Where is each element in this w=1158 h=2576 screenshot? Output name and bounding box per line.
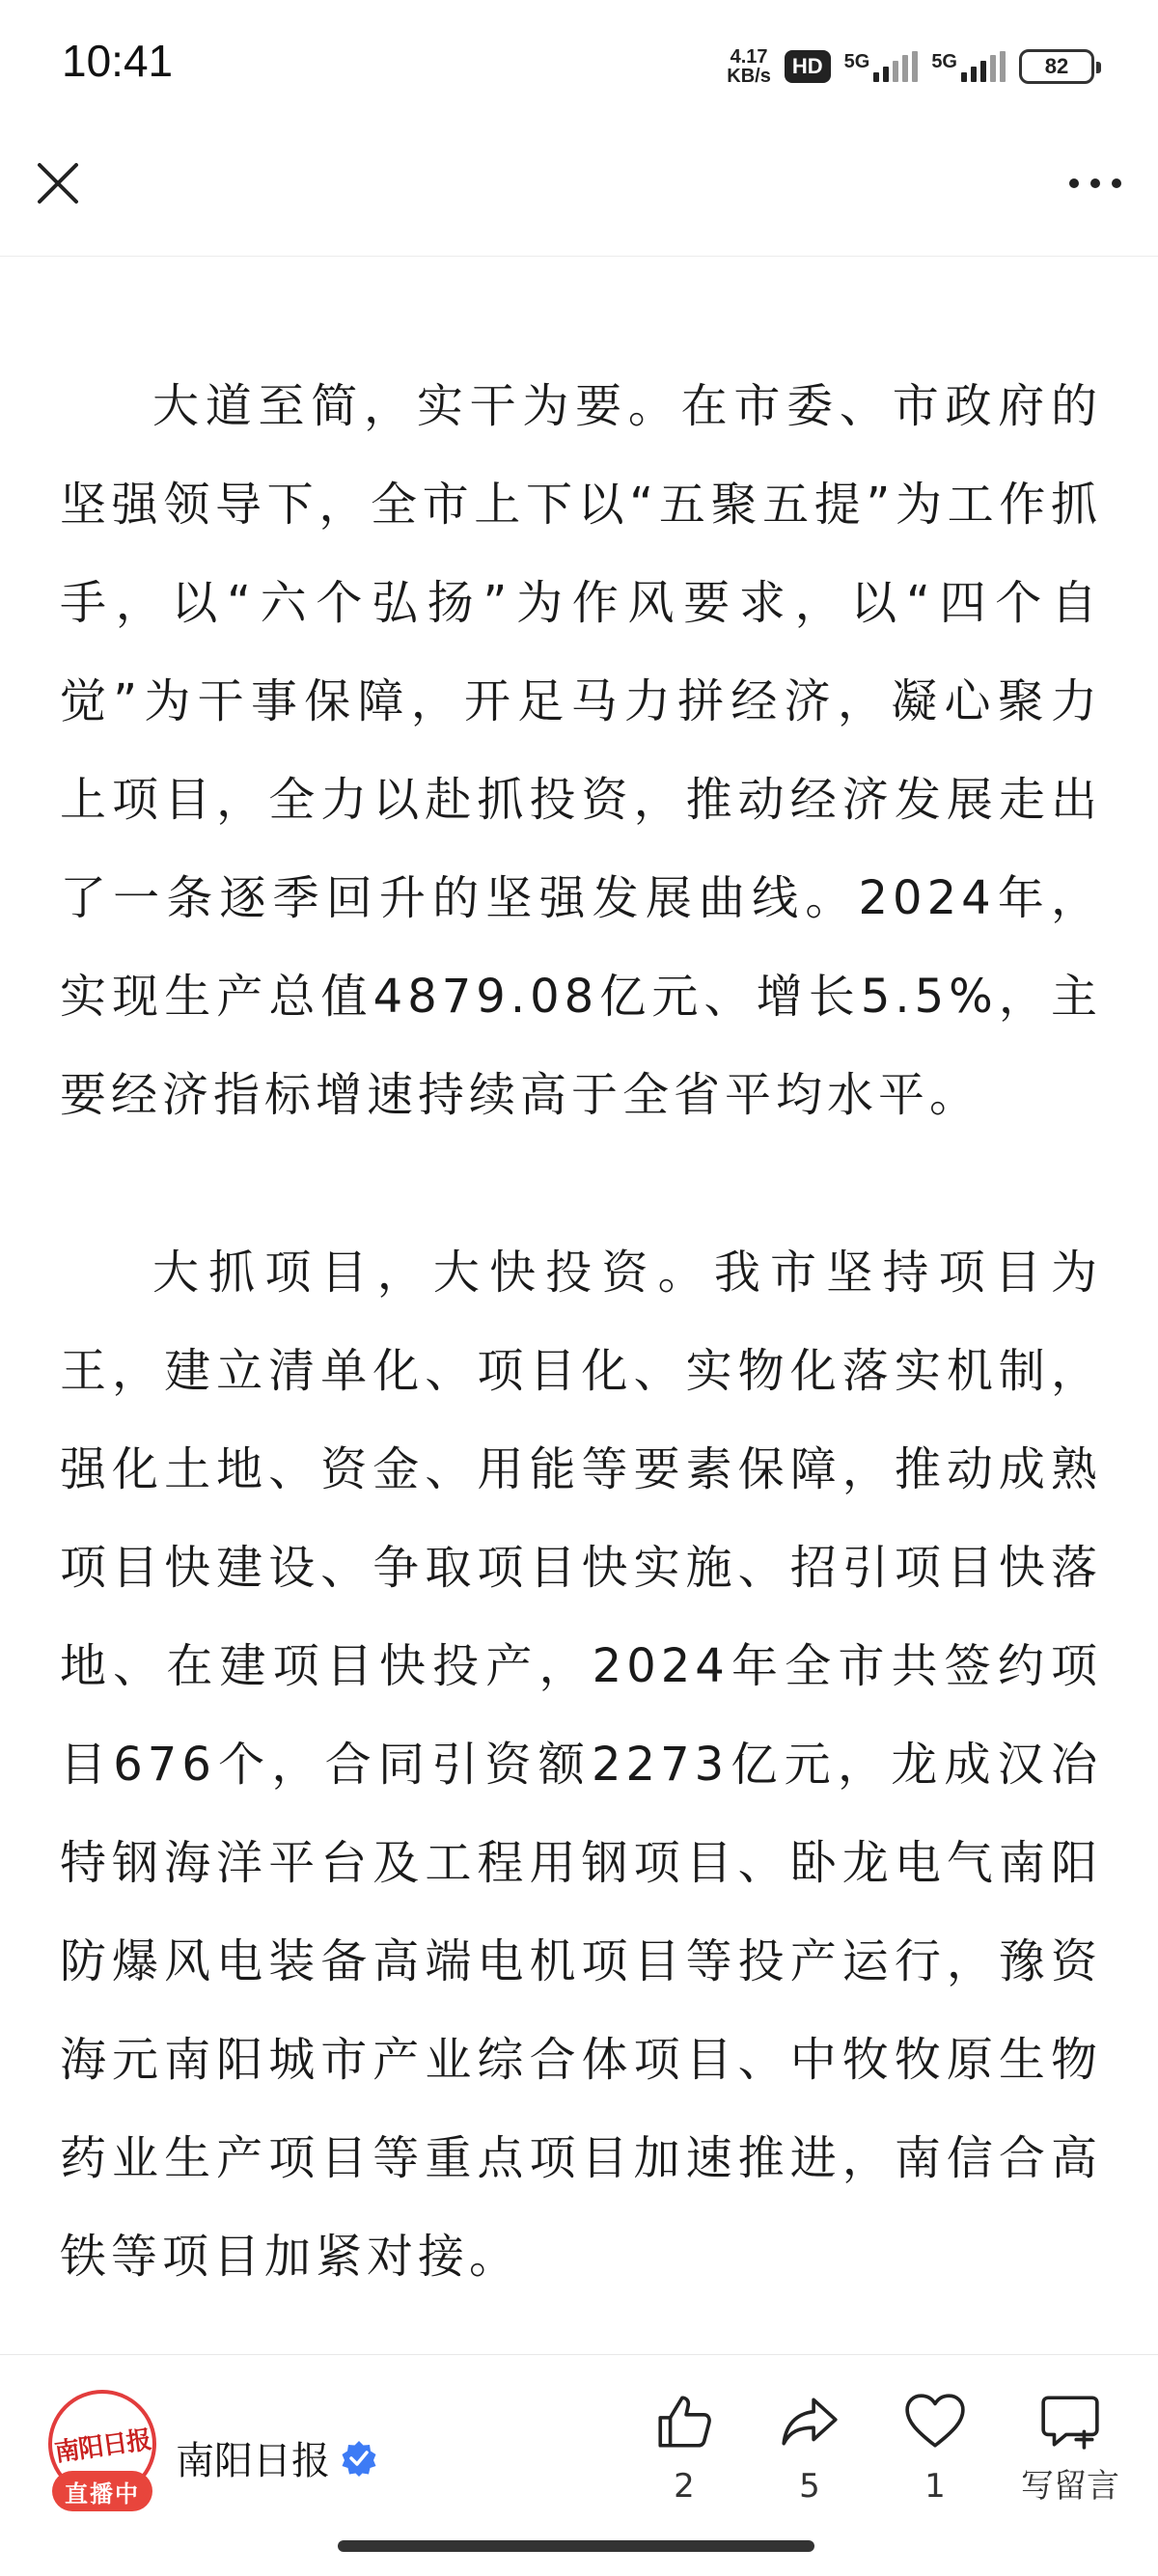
publisher-name: 南阳日报 [176,2439,330,2483]
network-speed-value: 4.17 [730,46,768,68]
signal-sim1-icon [844,51,919,82]
sim2-label: 5G [931,51,957,72]
publisher-info[interactable] [176,2430,378,2485]
newspaper-logo: 南阳日报 [52,2425,152,2468]
article-body [60,357,1102,2306]
comment-label: 写留言 [1021,2467,1119,2506]
home-indicator[interactable] [338,2540,814,2552]
share-icon [778,2390,841,2453]
article-paragraph-2: 大抓项目，大快投资。我市坚持项目为王，建立清单化、项目化、实物化落实机制，强化土地、资金、用能等要素保障，推动成熟项目快建设、争取项目快实施、招引项目快落地、在建项目快投产，2024年全市共签约项目676个，合同引资额2273亿元，龙成汉冶特钢海洋平台及工程用钢项目、卧龙电气南阳防爆风电装备高端电机项目等投产运行，豫资海元南阳城市产业综合体项目、中牧牧原生物药业生产项目等重点项目加速推进，南信合高铁等项目加紧对接。 [60,1246,1102,2284]
favorite-count: 1 [924,2467,946,2506]
article-actions [641,2390,1123,2506]
battery-icon [1019,49,1094,84]
more-options-button[interactable] [1062,154,1129,212]
publisher-avatar-button[interactable] [48,2390,164,2515]
close-button[interactable] [29,154,87,212]
favorite-button[interactable] [892,2390,979,2506]
live-badge: 直播中 [52,2471,152,2511]
close-icon [36,161,80,206]
network-speed [727,47,771,86]
comment-add-icon [1038,2390,1102,2453]
like-count: 2 [674,2467,695,2506]
heart-icon [903,2390,967,2453]
share-button[interactable] [766,2390,853,2506]
status-icons [727,42,1094,91]
more-icon [1066,176,1124,191]
signal-sim2-icon [931,51,1006,82]
article-paragraph-1: 大道至简，实干为要。在市委、市政府的坚强领导下，全市上下以“五聚五提”为工作抓手，以“六个弘扬”为作风要求，以“四个自觉”为干事保障，开足马力拼经济，凝心聚力上项目，全力以赴抓投资，推动经济发展走出了一条逐季回升的坚强发展曲线。2024年，实现生产总值4879.08亿元、增长5.5%，主要经济指标增速持续高于全省平均水平。 [60,379,1102,1122]
verified-icon [340,2439,378,2478]
comment-button[interactable] [1017,2390,1123,2506]
nav-bar [0,116,1158,257]
status-time: 10:41 [62,36,174,86]
thumbs-up-icon [652,2390,716,2453]
share-count: 5 [799,2467,820,2506]
hd-badge: HD [785,50,831,83]
like-button[interactable] [641,2390,728,2506]
status-bar [0,0,1158,116]
sim1-label: 5G [843,51,870,72]
battery-level: 82 [1044,54,1069,78]
network-speed-unit: KB/s [727,66,771,87]
